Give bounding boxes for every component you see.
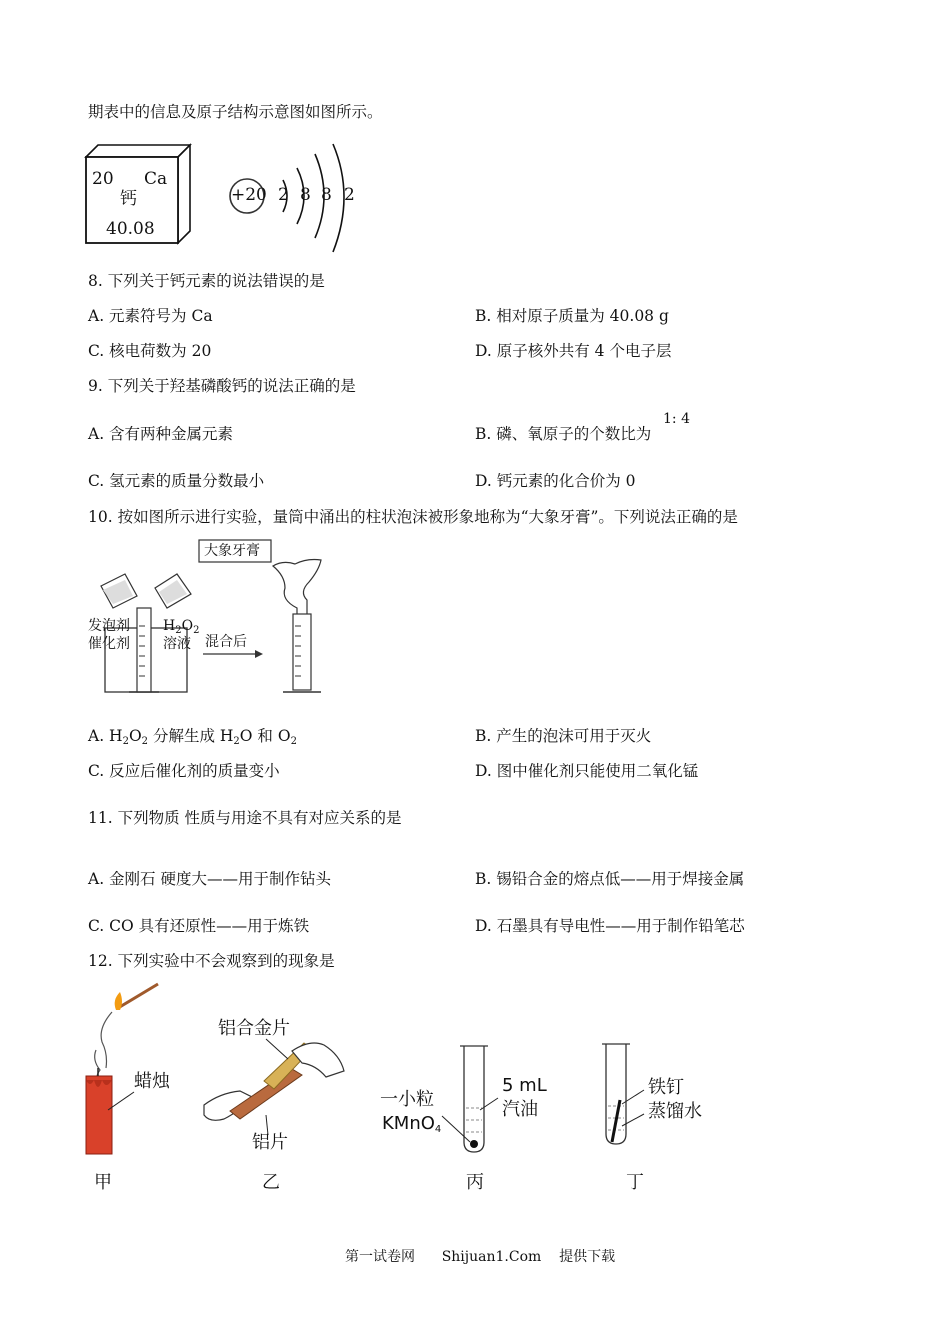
kmno4-grain-label: 一小粒 [380,1089,434,1110]
caption-yi: 乙 [262,1172,280,1193]
q12-stem: 12. 下列实验中不会观察到的现象是 [88,952,335,970]
element-number: 20 [92,169,114,189]
kmno4-label: KMnO$_4$ [382,1113,442,1135]
q10-option-a: A. $H_2O_2$ 分解生成 $H_2O$ 和 $O_2$ [88,727,297,747]
q10-option-b: B. 产生的泡沫可用于灭火 [475,727,652,745]
iron-nail-label: 铁钉 [648,1077,684,1098]
page-footer: 第一试卷网 Shijuan1.Com 提供下载 [345,1249,616,1265]
shell-1-electrons: 2 [278,185,289,205]
solution-label: 溶液 [163,636,191,652]
shell-4-electrons: 2 [344,185,355,205]
foaming-agent-label: 发泡剂 [88,618,130,634]
candle-label: 蜡烛 [134,1071,170,1092]
shell-2-electrons: 8 [300,185,311,205]
foam-title-label: 大象牙膏 [204,543,260,559]
q12-figure-jia [78,980,188,1193]
shell-3-electrons: 8 [321,185,332,205]
element-mass: 40.08 [106,219,155,239]
after-mixing-label: 混合后 [205,634,247,650]
catalyst-label: 催化剂 [88,636,130,652]
volume-label: 5 mL [502,1075,547,1096]
q11-option-b: B. 锡铅合金的熔点低——用于焊接金属 [475,870,745,888]
q12-figure-yi [200,1015,350,1193]
gasoline-label: 汽油 [502,1099,538,1120]
element-name: 钙 [120,189,137,209]
q11-stem: 11. 下列物质 性质与用途不具有对应关系的是 [88,809,402,827]
q8-option-a: A. 元素符号为 Ca [88,307,213,325]
distilled-water-label: 蒸馏水 [648,1101,702,1122]
nucleus-charge: +20 [231,185,267,205]
q9-stem: 9. 下列关于羟基磷酸钙的说法正确的是 [88,377,356,395]
q8-option-c: C. 核电荷数为 20 [88,342,212,360]
q10-option-c: C. 反应后催化剂的质量变小 [88,762,280,780]
elephant-toothpaste-figure [85,536,335,698]
aluminum-sheet-label: 铝片 [252,1132,288,1153]
q10-option-d: D. 图中催化剂只能使用二氧化锰 [475,762,699,780]
caption-jia: 甲 [94,1172,112,1193]
q9-option-b-ratio: 1: 4 [663,411,690,427]
q11-option-d: D. 石墨具有导电性——用于制作铅笔芯 [475,917,745,935]
q8-stem: 8. 下列关于钙元素的说法错误的是 [88,272,325,290]
q8-option-b: B. 相对原子质量为 40.08 g [475,307,669,325]
q12-figure-bing [380,1040,560,1193]
q9-option-c: C. 氢元素的质量分数最小 [88,472,265,490]
caption-bing: 丙 [466,1172,484,1193]
element-symbol: Ca [144,169,168,189]
aluminum-alloy-label: 铝合金片 [218,1018,290,1039]
q8-option-d: D. 原子核外共有 4 个电子层 [475,342,672,360]
caption-ding: 丁 [626,1172,644,1193]
h2o2-label: $H_2O_2$ [163,618,200,636]
q12-figure-ding [600,1040,730,1193]
q11-option-c: C. CO 具有还原性——用于炼铁 [88,917,310,935]
candle-drawing [78,980,188,1160]
intro-text: 期表中的信息及原子结构示意图如图所示。 [88,103,383,121]
element-card-figure [84,143,194,247]
q9-option-d: D. 钙元素的化合价为 0 [475,472,636,490]
atom-structure-diagram [225,140,375,255]
q10-stem: 10. 按如图所示进行实验，量筒中涌出的柱状泡沫被形象地称为“大象牙膏”。下列说法正确的是 [88,508,738,526]
q11-option-a: A. 金刚石 硬度大——用于制作钻头 [88,870,331,888]
q9-option-b: B. 磷、氧原子的个数比为 [475,425,652,443]
q9-option-a: A. 含有两种金属元素 [88,425,234,443]
